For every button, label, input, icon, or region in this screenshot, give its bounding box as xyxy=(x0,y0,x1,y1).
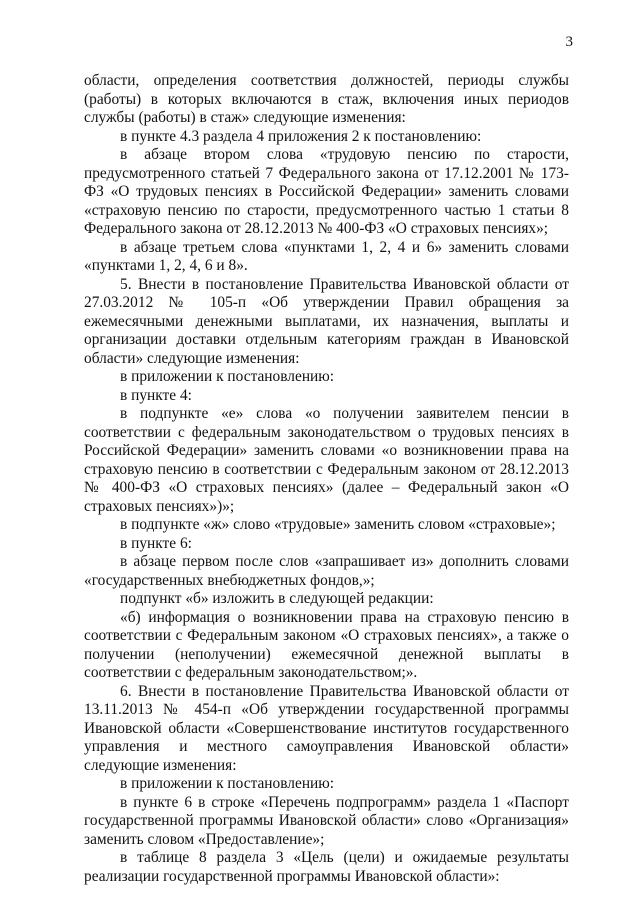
paragraph: «б) информация о возникновении права на страховую пенсию в соответствии с Федеральным законом «О страховых пенсиях», а также о получении (неполучении) ежемесячной денежной выплаты в соответствии с федеральным законодательством;». xyxy=(84,608,569,681)
paragraph: в абзаце третьем слова «пунктами 1, 2, 4 и 6» заменить словами «пунктами 1, 2, 4, 6 и 8». xyxy=(84,238,569,274)
paragraph: 5. Внести в постановление Правительства Ивановской области от 27.03.2012 № 105-п «Об утверждении Правил обращения за ежемесячными денежными выплатами, их назначения, выплаты и организации доставки отдельным категориям граждан в Ивановской области» следующие изменения: xyxy=(84,275,569,367)
paragraph: в пункте 4: xyxy=(120,386,192,404)
paragraph: в подпункте «ж» слово «трудовые» заменить словом «страховые»; xyxy=(120,516,556,533)
paragraph: в пункте 6 в строке «Перечень подпрограмм» раздела 1 «Паспорт государственной программы Ивановской области» слово «Организация» заменить словом «Предоставление»; xyxy=(84,793,569,848)
document-body xyxy=(84,72,569,886)
paragraph: в пункте 6: xyxy=(120,534,192,552)
paragraph: области, определения соответствия должностей, периоды службы (работы) в которых включаются в стаж, включения иных периодов службы (работы) в стаж» следующие изменения: xyxy=(84,72,569,126)
page-number: 3 xyxy=(565,34,573,50)
paragraph: в приложении к постановлению: xyxy=(120,775,335,792)
paragraph: в абзаце первом после слов «запрашивает из» дополнить словами «государственных внебюджетных фондов,»; xyxy=(84,553,569,589)
paragraph: в таблице 8 раздела 3 «Цель (цели) и ожидаемые результаты реализации государственной программы Ивановской области»: xyxy=(84,849,569,885)
paragraph: подпункт «б» изложить в следующей редакции: xyxy=(120,590,434,607)
paragraph: 6. Внести в постановление Правительства Ивановской области от 13.11.2013 № 454-п «Об утверждении государственной программы Ивановской области «Совершенствование институтов государственного управления и местного самоуправления Ивановской области» следующие изменения: xyxy=(84,682,569,774)
paragraph: в пункте 4.3 раздела 4 приложения 2 к постановлению: xyxy=(120,127,482,145)
paragraph: в подпункте «е» слова «о получении заявителем пенсии в соответствии с федеральным законодательством о трудовых пенсиях в Российской Федерации» заменить словами «о возникновении права на страховую пенсию в соответствии с Федеральным законом от 28.12.2013 № 400-ФЗ «О страховых пенсиях» (далее – Федеральный закон «О страховых пенсиях»)»; xyxy=(84,405,569,515)
paragraph: в приложении к постановлению: xyxy=(120,368,335,385)
paragraph: в абзаце втором слова «трудовую пенсию по старости, предусмотренного статьей 7 Федерального закона от 17.12.2001 № 173-ФЗ «О трудовых пенсиях в Российской Федерации» заменить словами «страховую пенсию по старости, предусмотренного частью 1 статьи 8 Федерального закона от 28.12.2013 № 400-ФЗ «О страховых пенсиях»; xyxy=(84,146,569,237)
